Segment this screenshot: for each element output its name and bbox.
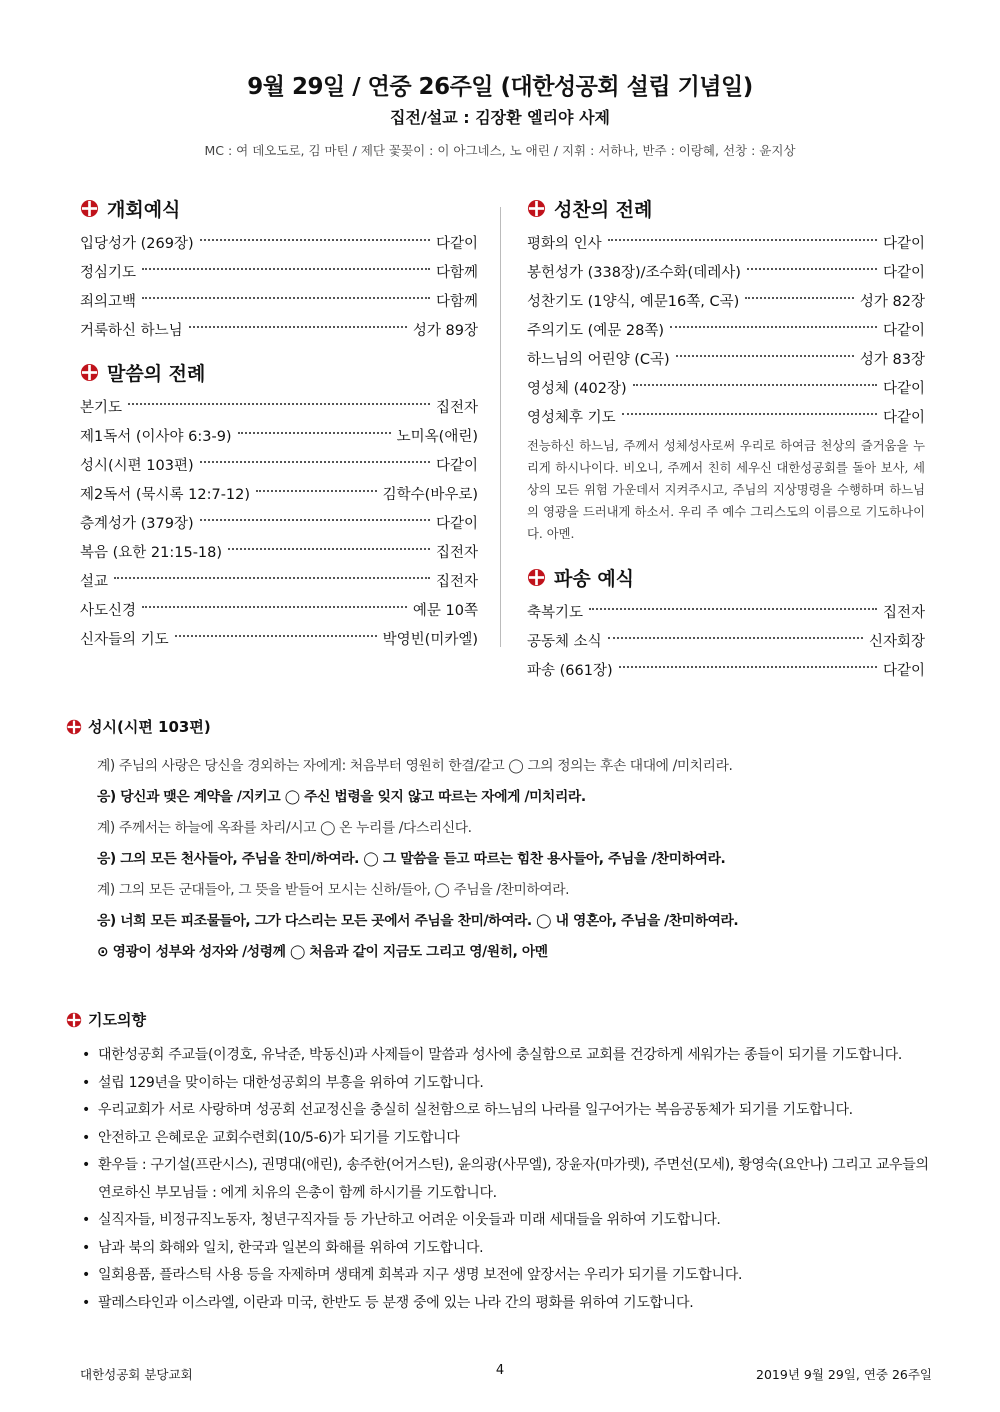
- order-item: [527, 230, 925, 259]
- cross-icon: [527, 199, 546, 218]
- order-item-label: 영성체후 기도: [527, 410, 616, 426]
- order-item-leader: 다같이: [882, 410, 925, 426]
- section-title: 개회예식: [107, 198, 181, 221]
- dot-leader: [608, 239, 877, 241]
- left-order-column: [80, 192, 478, 655]
- dot-leader: [676, 355, 854, 357]
- order-item-leader: 김학수(바우로): [382, 487, 478, 503]
- order-item-label: 하느님의 어린양 (C곡): [527, 352, 670, 368]
- intention-item: • 일회용품, 플라스틱 사용 등을 자제하며 생태계 회복과 지구 생명 보전에 앞장서는 우리가 되기를 기도합니다.: [82, 1262, 938, 1290]
- order-item-label: 공동체 소식: [527, 634, 602, 650]
- cross-icon: [527, 568, 546, 587]
- order-item-leader: 다같이: [882, 663, 925, 679]
- dot-leader: [142, 268, 430, 270]
- intention-item: • 설립 129년을 맞이하는 대한성공회의 부흥을 위하여 기도합니다.: [82, 1070, 938, 1098]
- order-item-label: 설교: [80, 574, 109, 590]
- order-item-leader: 성가 83장: [859, 352, 925, 368]
- order-item-label: 축복기도: [527, 605, 584, 621]
- order-item-leader: 다함께: [435, 265, 478, 281]
- order-item: [80, 452, 478, 481]
- order-item-label: 층계성가 (379장): [80, 516, 194, 532]
- dot-leader: [200, 519, 430, 521]
- order-item-leader: 다같이: [435, 516, 478, 532]
- intention-item: • 실직자들, 비정규직노동자, 청년구직자들 등 가난하고 어려운 이웃들과 미래 세대들을 위하여 기도합니다.: [82, 1207, 938, 1235]
- dot-leader: [114, 577, 430, 579]
- order-item-leader: 다함께: [435, 294, 478, 310]
- order-item-label: 봉헌성가 (338장)/조수화(데레사): [527, 265, 741, 281]
- section-heading: [527, 192, 925, 224]
- intention-item: • 우리교회가 서로 사랑하며 성공회 선교정신을 충실히 실천함으로 하느님의 나라를 일구어가는 복음공동체가 되기를 기도합니다.: [82, 1097, 938, 1125]
- psalm-response-line: 응) 너희 모든 피조물들아, 그가 다스리는 모든 곳에서 주님을 찬미/하여라. ◯ 내 영혼아, 주님을 /찬미하여라.: [97, 913, 739, 929]
- psalm-response-line: ⊙ 영광이 성부와 성자와 /성령께 ◯ 처음과 같이 지금도 그리고 영/원히, 아멘: [97, 944, 548, 960]
- intentions-heading: [66, 1009, 146, 1030]
- column-divider: [500, 207, 501, 647]
- order-item: [527, 628, 925, 657]
- order-item-leader: 성가 89장: [412, 323, 478, 339]
- order-item-leader: 다같이: [882, 236, 925, 252]
- dot-leader: [256, 490, 377, 492]
- intentions-title: 기도의향: [88, 1011, 146, 1029]
- order-item-leader: 다같이: [882, 265, 925, 281]
- psalm-title: 성시(시편 103편): [88, 718, 211, 736]
- dot-leader: [142, 606, 407, 608]
- order-item-leader: 집전자: [882, 605, 925, 621]
- order-item: [80, 626, 478, 655]
- dot-leader: [200, 461, 430, 463]
- order-item: [527, 317, 925, 346]
- order-item: [527, 288, 925, 317]
- order-item-label: 영성체 (402장): [527, 381, 627, 397]
- order-item-label: 본기도: [80, 400, 123, 416]
- order-item-leader: 집전자: [435, 574, 478, 590]
- dot-leader: [228, 548, 430, 550]
- order-item: [80, 539, 478, 568]
- intention-item: • 대한성공회 주교들(이경호, 유낙준, 박동신)과 사제들이 말씀과 성사에 충실함으로 교회를 건강하게 세워가는 종들이 되기를 기도합니다.: [82, 1042, 938, 1070]
- intention-item: • 환우들 : 구기설(프란시스), 권명대(애린), 송주한(어거스틴), 윤의광(사무엘), 장윤자(마가렛), 주면선(모세), 황영숙(요안나) 그리고 교우들의 연로하신 부모님들 : 에게 치유의 은총이 함께 하시기를 기도합니다.: [82, 1152, 938, 1207]
- order-item-leader: 박영빈(미카엘): [382, 632, 478, 648]
- order-item-leader: 다같이: [435, 236, 478, 252]
- right-order-column: [527, 192, 925, 686]
- psalm-response-line: 응) 당신과 맺은 계약을 /지키고 ◯ 주신 법령을 잊지 않고 따르는 자에게 /미치리라.: [97, 789, 586, 805]
- dot-leader: [200, 239, 430, 241]
- order-item-label: 신자들의 기도: [80, 632, 169, 648]
- psalm-verse-line: 계) 주께서는 하늘에 옥좌를 차리/시고 ◯ 온 누리를 /다스리신다.: [97, 820, 472, 836]
- dot-leader: [608, 637, 863, 639]
- order-item-label: 제2독서 (묵시록 12:7-12): [80, 487, 251, 503]
- dot-leader: [622, 413, 877, 415]
- dot-leader: [175, 635, 377, 637]
- intention-item: • 안전하고 은혜로운 교회수련회(10/5-6)가 되기를 기도합니다: [82, 1125, 938, 1153]
- order-item: [527, 375, 925, 404]
- dot-leader: [238, 432, 391, 434]
- order-item-label: 정심기도: [80, 265, 137, 281]
- order-item-label: 평화의 인사: [527, 236, 602, 252]
- cross-icon: [80, 199, 99, 218]
- intention-item: • 팔레스타인과 이스라엘, 이란과 미국, 한반도 등 분쟁 중에 있는 나라 간의 평화를 위하여 기도합니다.: [82, 1290, 938, 1318]
- dot-leader: [142, 297, 430, 299]
- officiant: 집전/설교 : 김장환 엘리야 사제: [390, 108, 610, 127]
- psalm-heading: [66, 716, 211, 737]
- order-item-leader: 성가 82장: [859, 294, 925, 310]
- page-title: 9월 29일 / 연중 26주일 (대한성공회 설립 기념일): [247, 74, 753, 100]
- cross-icon: [66, 719, 82, 735]
- order-item-leader: 신자회장: [868, 634, 925, 650]
- order-item-leader: 집전자: [435, 400, 478, 416]
- post-communion-prayer-text: 전능하신 하느님, 주께서 성체성사로써 우리로 하여금 천상의 즐거움을 누리게 하시나이다. 비오니, 주께서 친히 세우신 대한성공회를 돌아 보사, 세상의 모든 위험 가운데서 지켜주시고, 주님의 지상명령을 수행하며 하느님의 영광을 드러내게 하소서. 우리 주 예수 그리스도의 이름으로 기도하나이다. 아멘.: [527, 439, 925, 541]
- order-item-label: 사도신경: [80, 603, 137, 619]
- dot-leader: [189, 326, 407, 328]
- order-item-leader: 다같이: [882, 323, 925, 339]
- order-item: [80, 317, 478, 346]
- footer-date: 2019년 9월 29일, 연중 26주일: [756, 1367, 932, 1382]
- order-item-label: 거룩하신 하느님: [80, 323, 183, 339]
- order-item: [80, 288, 478, 317]
- order-item: [80, 259, 478, 288]
- cross-icon: [80, 363, 99, 382]
- order-item: [80, 423, 478, 452]
- psalm-verse-line: 계) 그의 모든 군대들아, 그 뜻을 받들어 모시는 신하/들아, ◯ 주님을 /찬미하여라.: [97, 882, 570, 898]
- dot-leader: [745, 297, 854, 299]
- order-item-leader: 집전자: [435, 545, 478, 561]
- intentions-list: [82, 1042, 938, 1317]
- order-item: [527, 599, 925, 628]
- order-item: [527, 259, 925, 288]
- order-item-label: 성찬기도 (1양식, 예문16쪽, C곡): [527, 294, 740, 310]
- psalm-response-line: 응) 그의 모든 천사들아, 주님을 찬미/하여라. ◯ 그 말씀을 듣고 따르는 힘찬 용사들아, 주님을 /찬미하여라.: [97, 851, 726, 867]
- section-title: 성찬의 전례: [554, 198, 653, 221]
- order-item-leader: 예문 10쪽: [412, 603, 478, 619]
- section-title: 파송 예식: [554, 567, 635, 590]
- psalm-text: [97, 751, 957, 968]
- order-item-leader: 다같이: [435, 458, 478, 474]
- order-item-leader: 다같이: [882, 381, 925, 397]
- section-heading: [80, 192, 478, 224]
- order-item: [80, 394, 478, 423]
- intention-item: • 남과 북의 화해와 일치, 한국과 일본의 화해를 위하여 기도합니다.: [82, 1235, 938, 1263]
- dot-leader: [619, 666, 877, 668]
- section-title: 말씀의 전례: [107, 362, 206, 385]
- page-number: 4: [495, 1363, 505, 1378]
- order-item-label: 주의기도 (예문 28쪽): [527, 323, 665, 339]
- section-heading: [527, 561, 925, 593]
- order-item: [80, 481, 478, 510]
- section-heading: [80, 356, 478, 388]
- order-item: [80, 597, 478, 626]
- order-item-label: 파송 (661장): [527, 663, 613, 679]
- order-item-label: 죄의고백: [80, 294, 137, 310]
- service-roles: MC : 여 데오도로, 김 마틴 / 제단 꽃꽂이 : 이 아그네스, 노 애린 / 지휘 : 서하나, 반주 : 이랑혜, 선창 : 윤지상: [204, 143, 796, 158]
- order-item-label: 성시(시편 103편): [80, 458, 194, 474]
- dot-leader: [747, 268, 877, 270]
- order-item-label: 제1독서 (이사야 6:3-9): [80, 429, 232, 445]
- order-item: [80, 510, 478, 539]
- order-item: [527, 346, 925, 375]
- order-item-leader: 노미옥(애린): [396, 429, 478, 445]
- order-item-label: 입당성가 (269장): [80, 236, 194, 252]
- dot-leader: [670, 326, 877, 328]
- psalm-verse-line: 계) 주님의 사랑은 당신을 경외하는 자에게: 처음부터 영원히 한결/같고 ◯ 그의 정의는 후손 대대에 /미치리라.: [97, 758, 733, 774]
- dot-leader: [128, 403, 430, 405]
- dot-leader: [633, 384, 877, 386]
- order-item: [527, 657, 925, 686]
- order-item: [80, 230, 478, 259]
- order-item: [527, 404, 925, 433]
- cross-icon: [66, 1012, 82, 1028]
- order-item-label: 복음 (요한 21:15-18): [80, 545, 223, 561]
- footer-church: 대한성공회 분당교회: [80, 1367, 193, 1382]
- dot-leader: [589, 608, 877, 610]
- order-item: [80, 568, 478, 597]
